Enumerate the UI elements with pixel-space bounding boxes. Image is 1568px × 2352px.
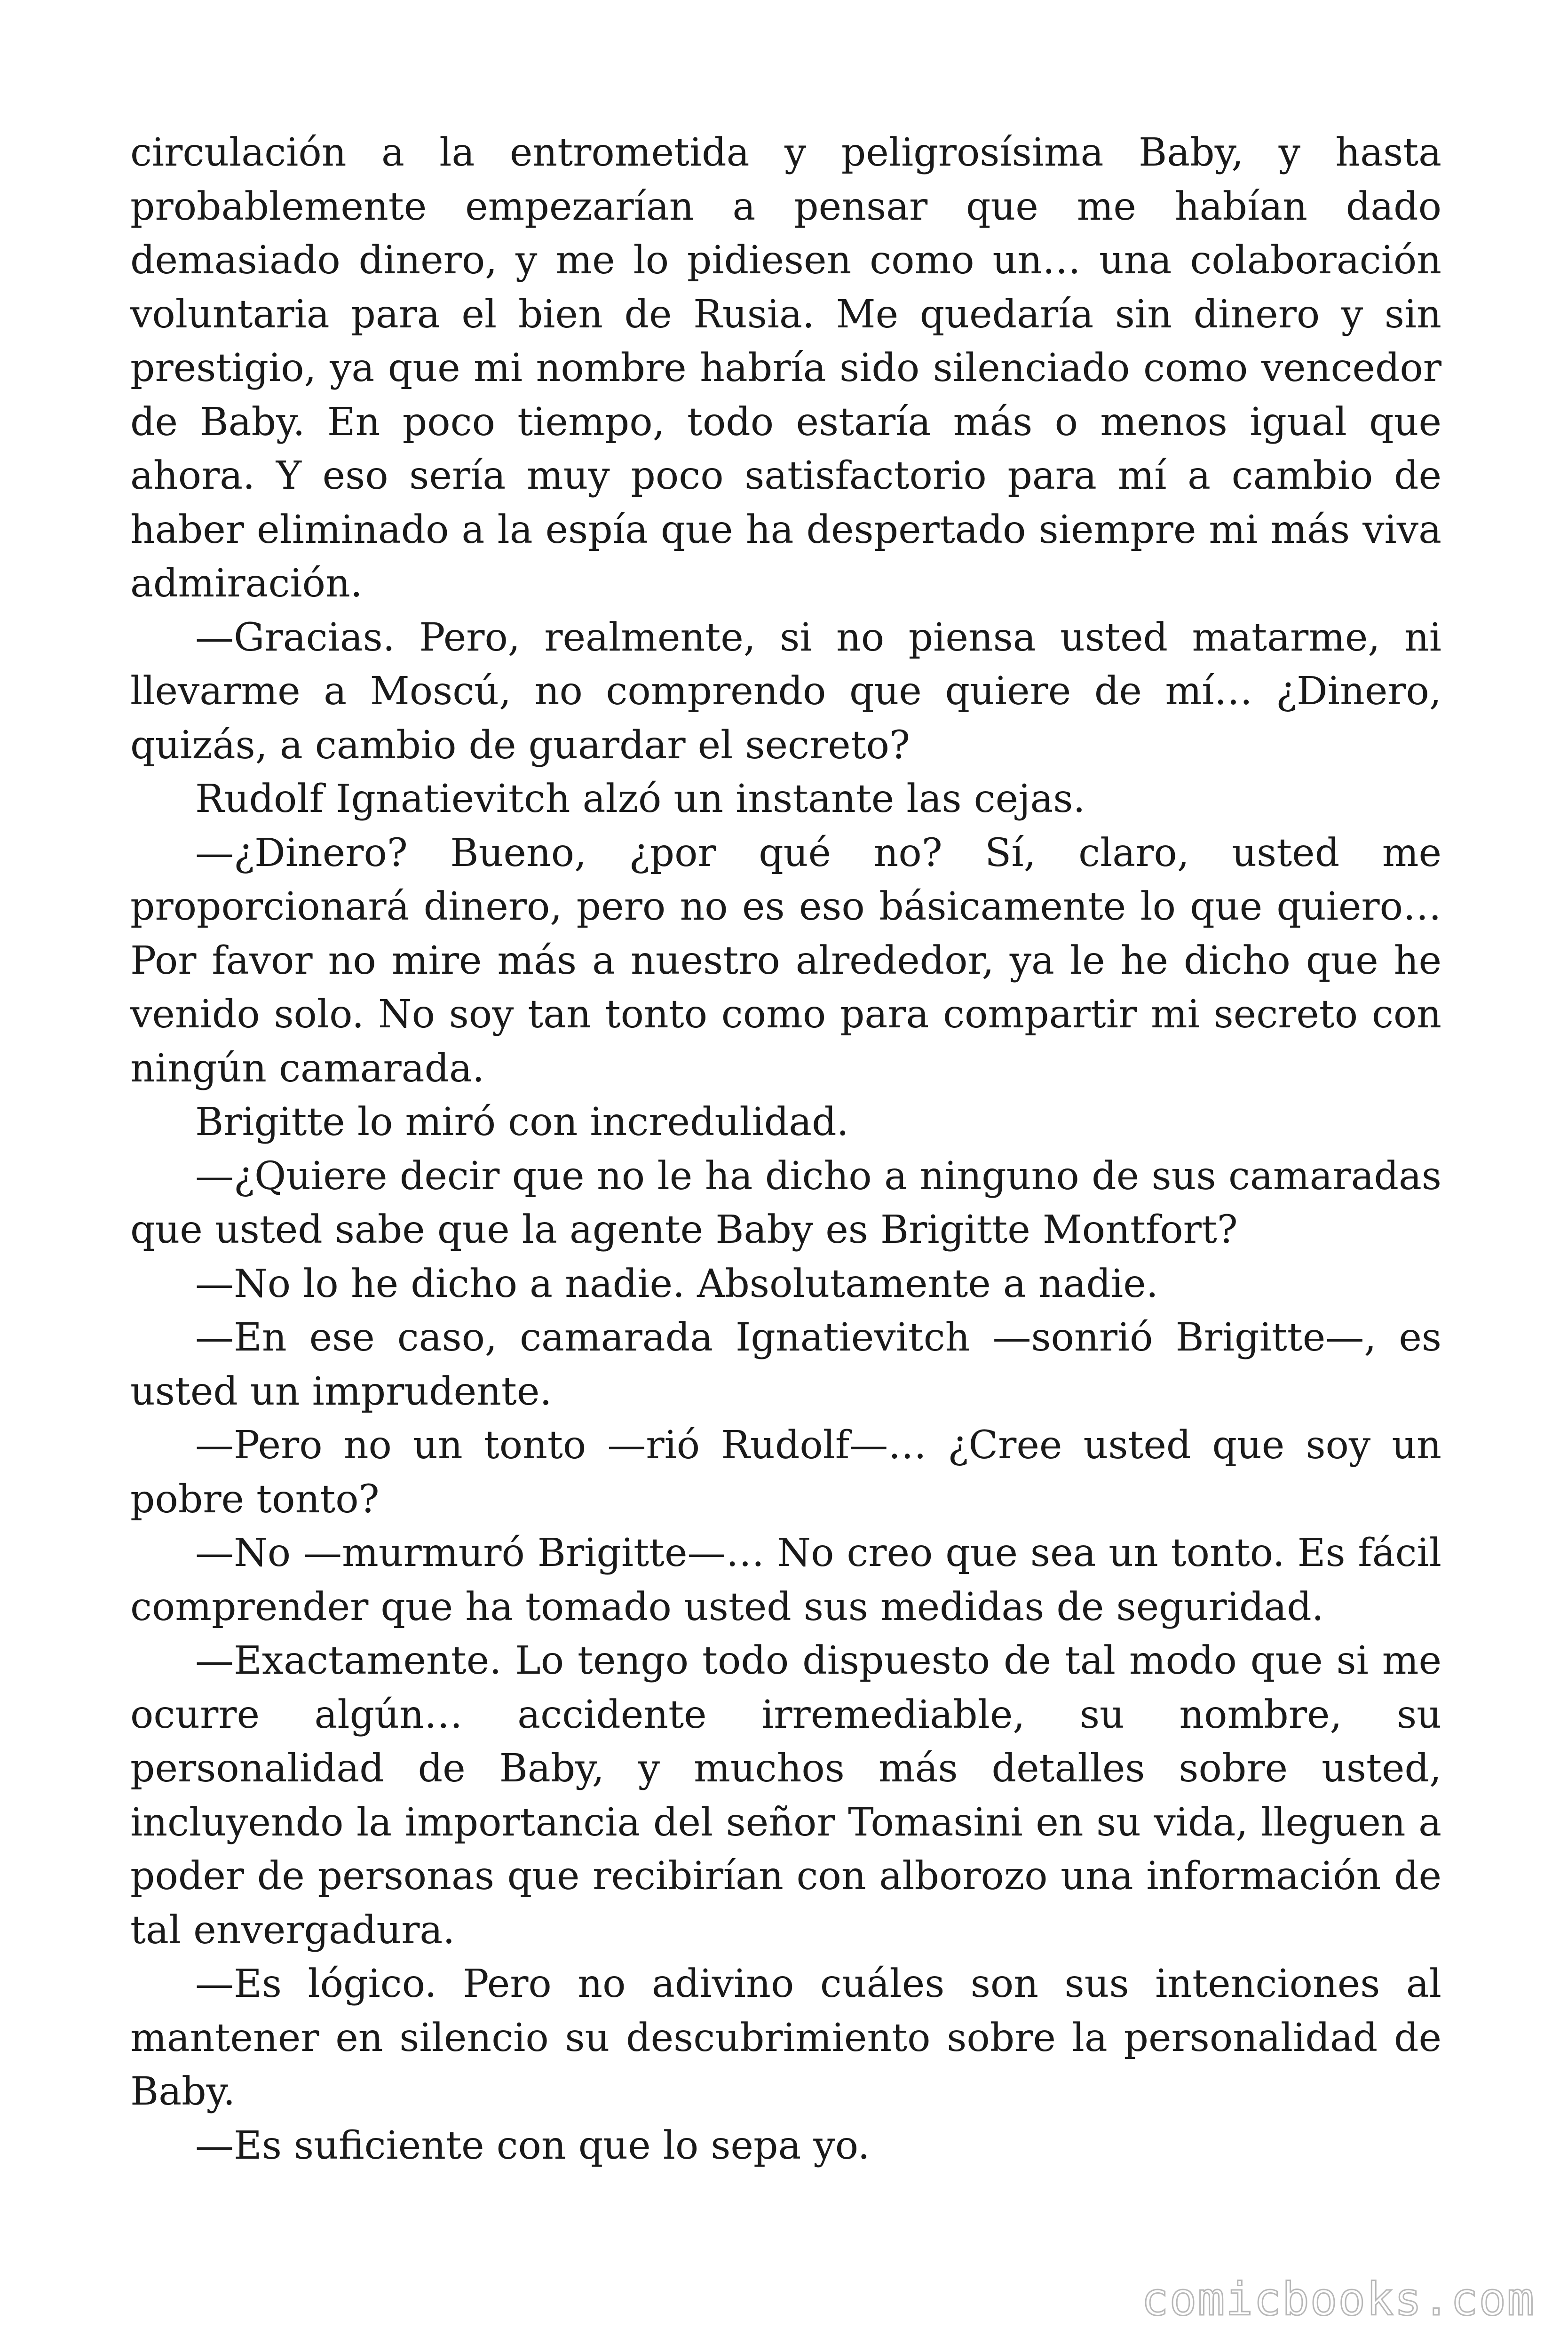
paragraph: —Pero no un tonto —rió Rudolf—… ¿Cree usted que soy un pobre tonto?: [130, 1423, 1441, 1522]
paragraph: —En ese caso, camarada Ignatievitch —sonrió Brigitte—, es usted un imprudente.: [130, 1315, 1441, 1414]
book-page-text: [130, 126, 1441, 2173]
paragraph: —No —murmuró Brigitte—… No creo que sea un tonto. Es fácil comprender que ha tomado usted sus medidas de seguridad.: [130, 1531, 1441, 1629]
paragraph: —Gracias. Pero, realmente, si no piensa usted matarme, ni llevarme a Moscú, no comprendo que quiere de mí… ¿Dinero, quizás, a cambio de guardar el secreto?: [130, 615, 1441, 768]
paragraph: Rudolf Ignatievitch alzó un instante las cejas.: [195, 777, 1085, 821]
paragraph: —Es lógico. Pero no adivino cuáles son sus intenciones al mantener en silencio su descubrimiento sobre la personalidad de Baby.: [130, 1962, 1441, 2114]
site-watermark: comicbooks.com: [1141, 2273, 1535, 2326]
paragraph: circulación a la entrometida y peligrosísima Baby, y hasta probablemente empezarían a pensar que me habían dado demasiado dinero, y me lo pidiesen como un… una colaboración voluntaria para el bien de Rusia. Me quedaría sin dinero y sin prestigio, ya que mi nombre habría sido silenciado como vencedor de Baby. En poco tiempo, todo estaría más o menos igual que ahora. Y eso sería muy poco satisfactorio para mí a cambio de haber eliminado a la espía que ha despertado siempre mi más viva admiración.: [130, 130, 1441, 606]
paragraph: —¿Dinero? Bueno, ¿por qué no? Sí, claro, usted me proporcionará dinero, pero no es eso básicamente lo que quiero… Por favor no mire más a nuestro alrededor, ya le he dicho que he venido solo. No soy tan tonto como para compartir mi secreto con ningún camarada.: [130, 830, 1441, 1091]
paragraph: —Exactamente. Lo tengo todo dispuesto de tal modo que si me ocurre algún… accidente irremediable, su nombre, su personalidad de Baby, y muchos más detalles sobre usted, incluyendo la importancia del señor Tomasini en su vida, lleguen a poder de personas que recibirían con alborozo una información de tal envergadura.: [130, 1638, 1441, 1953]
paragraph: Brigitte lo miró con incredulidad.: [195, 1100, 849, 1144]
paragraph: —Es suficiente con que lo sepa yo.: [195, 2123, 870, 2168]
paragraph: —No lo he dicho a nadie. Absolutamente a nadie.: [195, 1261, 1158, 1306]
paragraph: —¿Quiere decir que no le ha dicho a ninguno de sus camaradas que usted sabe que la agente Baby es Brigitte Montfort?: [130, 1153, 1441, 1252]
